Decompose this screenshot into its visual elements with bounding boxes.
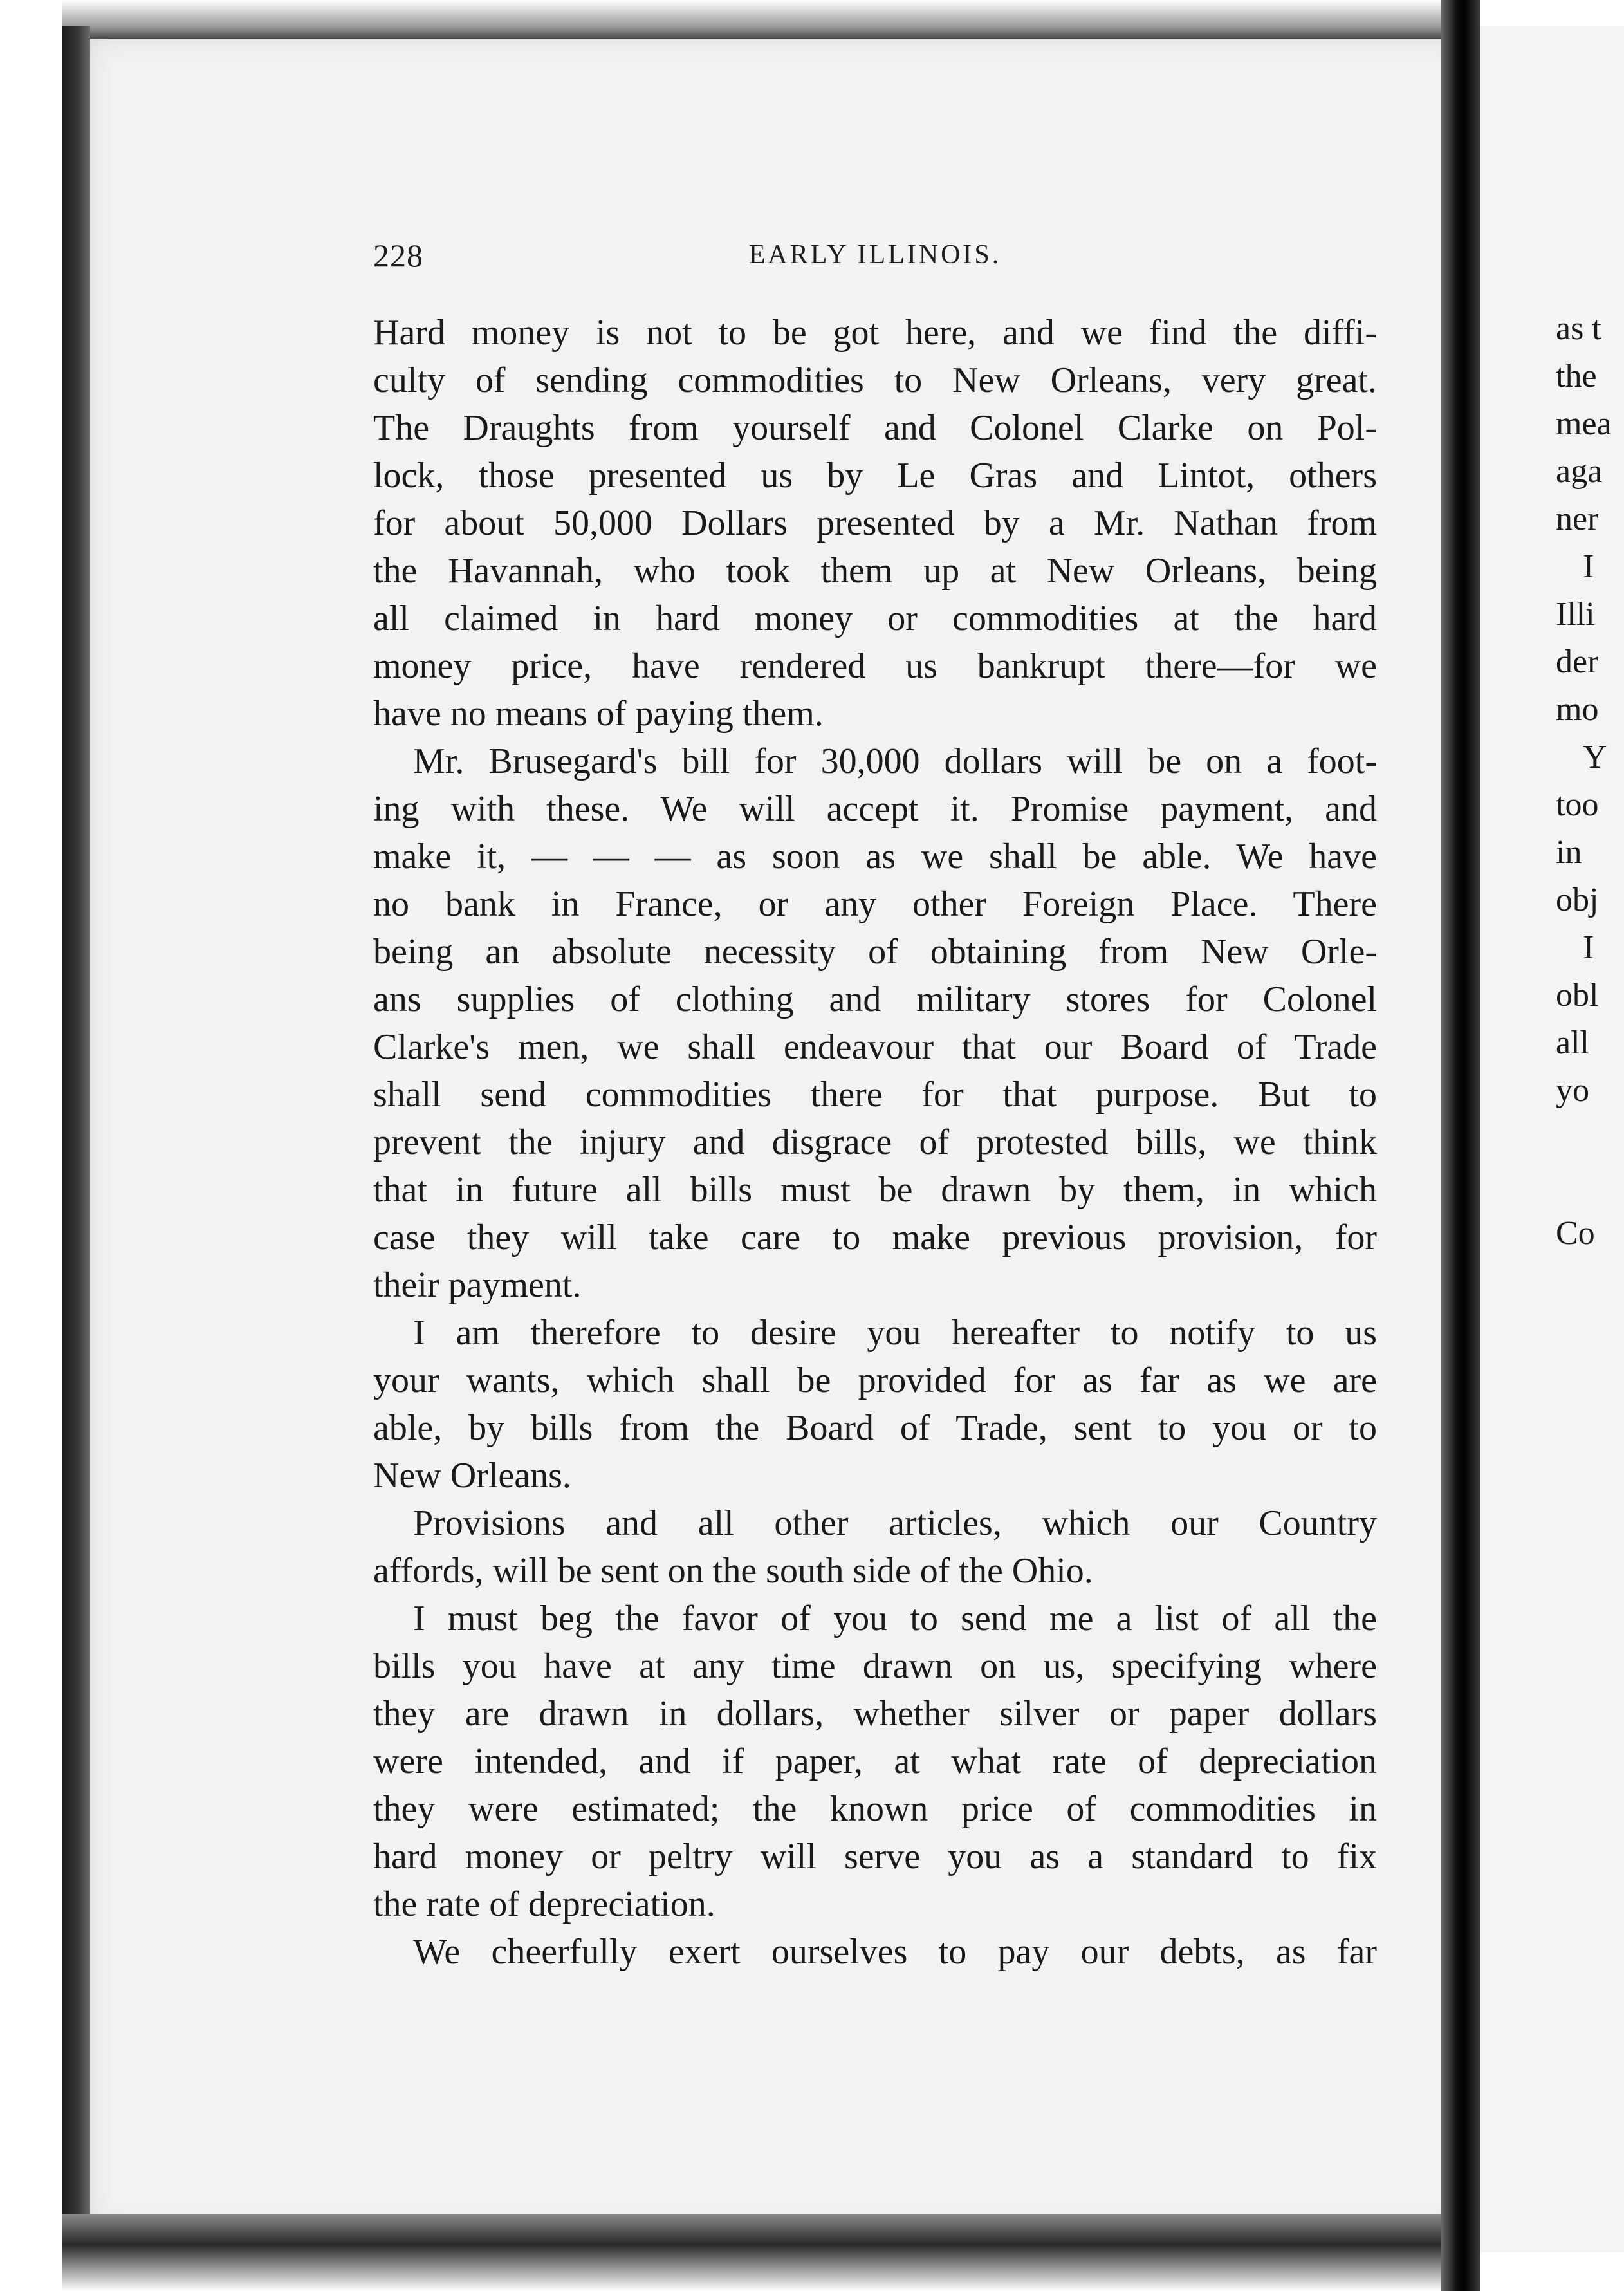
text-line: all claimed in hard money or commodities at the hard: [373, 598, 1377, 638]
text-line: they were estimated; the known price of commodities in: [373, 1789, 1377, 1829]
facing-text-fragment: I: [1583, 548, 1594, 585]
text-line: money price, have rendered us bankrupt there—for we: [373, 646, 1377, 686]
scan-top-edge: [62, 0, 1464, 39]
text-line: they are drawn in dollars, whether silver or paper dollars: [373, 1694, 1377, 1734]
facing-text-fragment: I: [1583, 929, 1594, 966]
facing-text-fragment: ner: [1556, 501, 1599, 537]
text-line: lock, those presented us by Le Gras and Lintot, others: [373, 456, 1377, 496]
text-line: that in future all bills must be drawn by them, in which: [373, 1170, 1377, 1210]
text-line: culty of sending commodities to New Orleans, very great.: [373, 360, 1377, 400]
scan-bottom-edge: [62, 2214, 1464, 2291]
text-line: ing with these. We will accept it. Promise payment, and: [373, 789, 1377, 829]
book-gutter: [1441, 0, 1480, 2291]
facing-text-fragment: yo: [1556, 1072, 1589, 1109]
running-title: EARLY ILLINOIS.: [748, 240, 1002, 270]
text-line: bills you have at any time drawn on us, specifying where: [373, 1646, 1377, 1686]
facing-text-fragment: obl: [1556, 977, 1599, 1014]
text-line: Mr. Brusegard's bill for 30,000 dollars will be on a foot-: [413, 741, 1377, 781]
text-line: We cheerfully exert ourselves to pay our debts, as far: [413, 1932, 1377, 1972]
facing-text-fragment: too: [1556, 786, 1599, 823]
text-line: being an absolute necessity of obtaining from New Orle-: [373, 932, 1377, 972]
text-line: affords, will be sent on the south side of the Ohio.: [373, 1551, 1093, 1591]
text-line: able, by bills from the Board of Trade, sent to you or to: [373, 1408, 1377, 1448]
text-line: their payment.: [373, 1265, 582, 1305]
facing-text-fragment: [1556, 1162, 1624, 1210]
text-line: for about 50,000 Dollars presented by a Mr. Nathan from: [373, 503, 1377, 543]
body-text: [373, 309, 1377, 1976]
facing-text-fragment: der: [1556, 644, 1599, 680]
text-line: your wants, which shall be provided for as far as we are: [373, 1360, 1377, 1400]
text-line: the rate of depreciation.: [373, 1884, 715, 1924]
text-line: no bank in France, or any other Foreign Place. There: [373, 884, 1377, 924]
text-line: have no means of paying them.: [373, 694, 824, 734]
text-line: The Draughts from yourself and Colonel Clarke on Pol-: [373, 408, 1377, 448]
facing-text-fragment: mea: [1556, 405, 1612, 442]
text-line: the Havannah, who took them up at New Orleans, being: [373, 551, 1377, 591]
text-line: case they will take care to make previous provision, for: [373, 1218, 1377, 1257]
text-line: I must beg the favor of you to send me a list of all the: [413, 1599, 1377, 1638]
text-line: Provisions and all other articles, which our Country: [413, 1503, 1377, 1543]
facing-text-fragment: aga: [1556, 453, 1603, 490]
text-line: Clarke's men, we shall endeavour that our Board of Trade: [373, 1027, 1377, 1067]
text-line: hard money or peltry will serve you as a standard to fix: [373, 1837, 1377, 1877]
text-line: ans supplies of clothing and military stores for Colonel: [373, 979, 1377, 1019]
text-line: prevent the injury and disgrace of protested bills, we think: [373, 1122, 1377, 1162]
text-line: New Orleans.: [373, 1456, 571, 1496]
text-line: make it, — — — as soon as we shall be able. We have: [373, 837, 1377, 877]
facing-text-fragment: Y: [1583, 739, 1607, 775]
text-line: shall send commodities there for that purpose. But to: [373, 1075, 1377, 1115]
facing-text-fragment: obj: [1556, 882, 1599, 918]
facing-text-fragment: as t: [1556, 310, 1601, 347]
page-header: [373, 237, 1377, 282]
text-line: were intended, and if paper, at what rate of depreciation: [373, 1741, 1377, 1781]
facing-text-fragment: all: [1556, 1025, 1589, 1061]
page-number: 228: [373, 237, 423, 274]
scan-left-edge: [62, 26, 90, 2252]
facing-text-fragment: mo: [1556, 691, 1599, 728]
facing-page-text: [1556, 305, 1624, 1257]
facing-text-fragment: Co: [1556, 1215, 1595, 1252]
text-line: I am therefore to desire you hereafter to notify to us: [413, 1313, 1377, 1353]
facing-text-fragment: [1556, 1115, 1624, 1162]
facing-text-fragment: Illi: [1556, 596, 1595, 633]
facing-text-fragment: the: [1556, 358, 1597, 394]
text-line: Hard money is not to be got here, and we find the diffi-: [373, 313, 1377, 353]
facing-text-fragment: in: [1556, 834, 1582, 871]
